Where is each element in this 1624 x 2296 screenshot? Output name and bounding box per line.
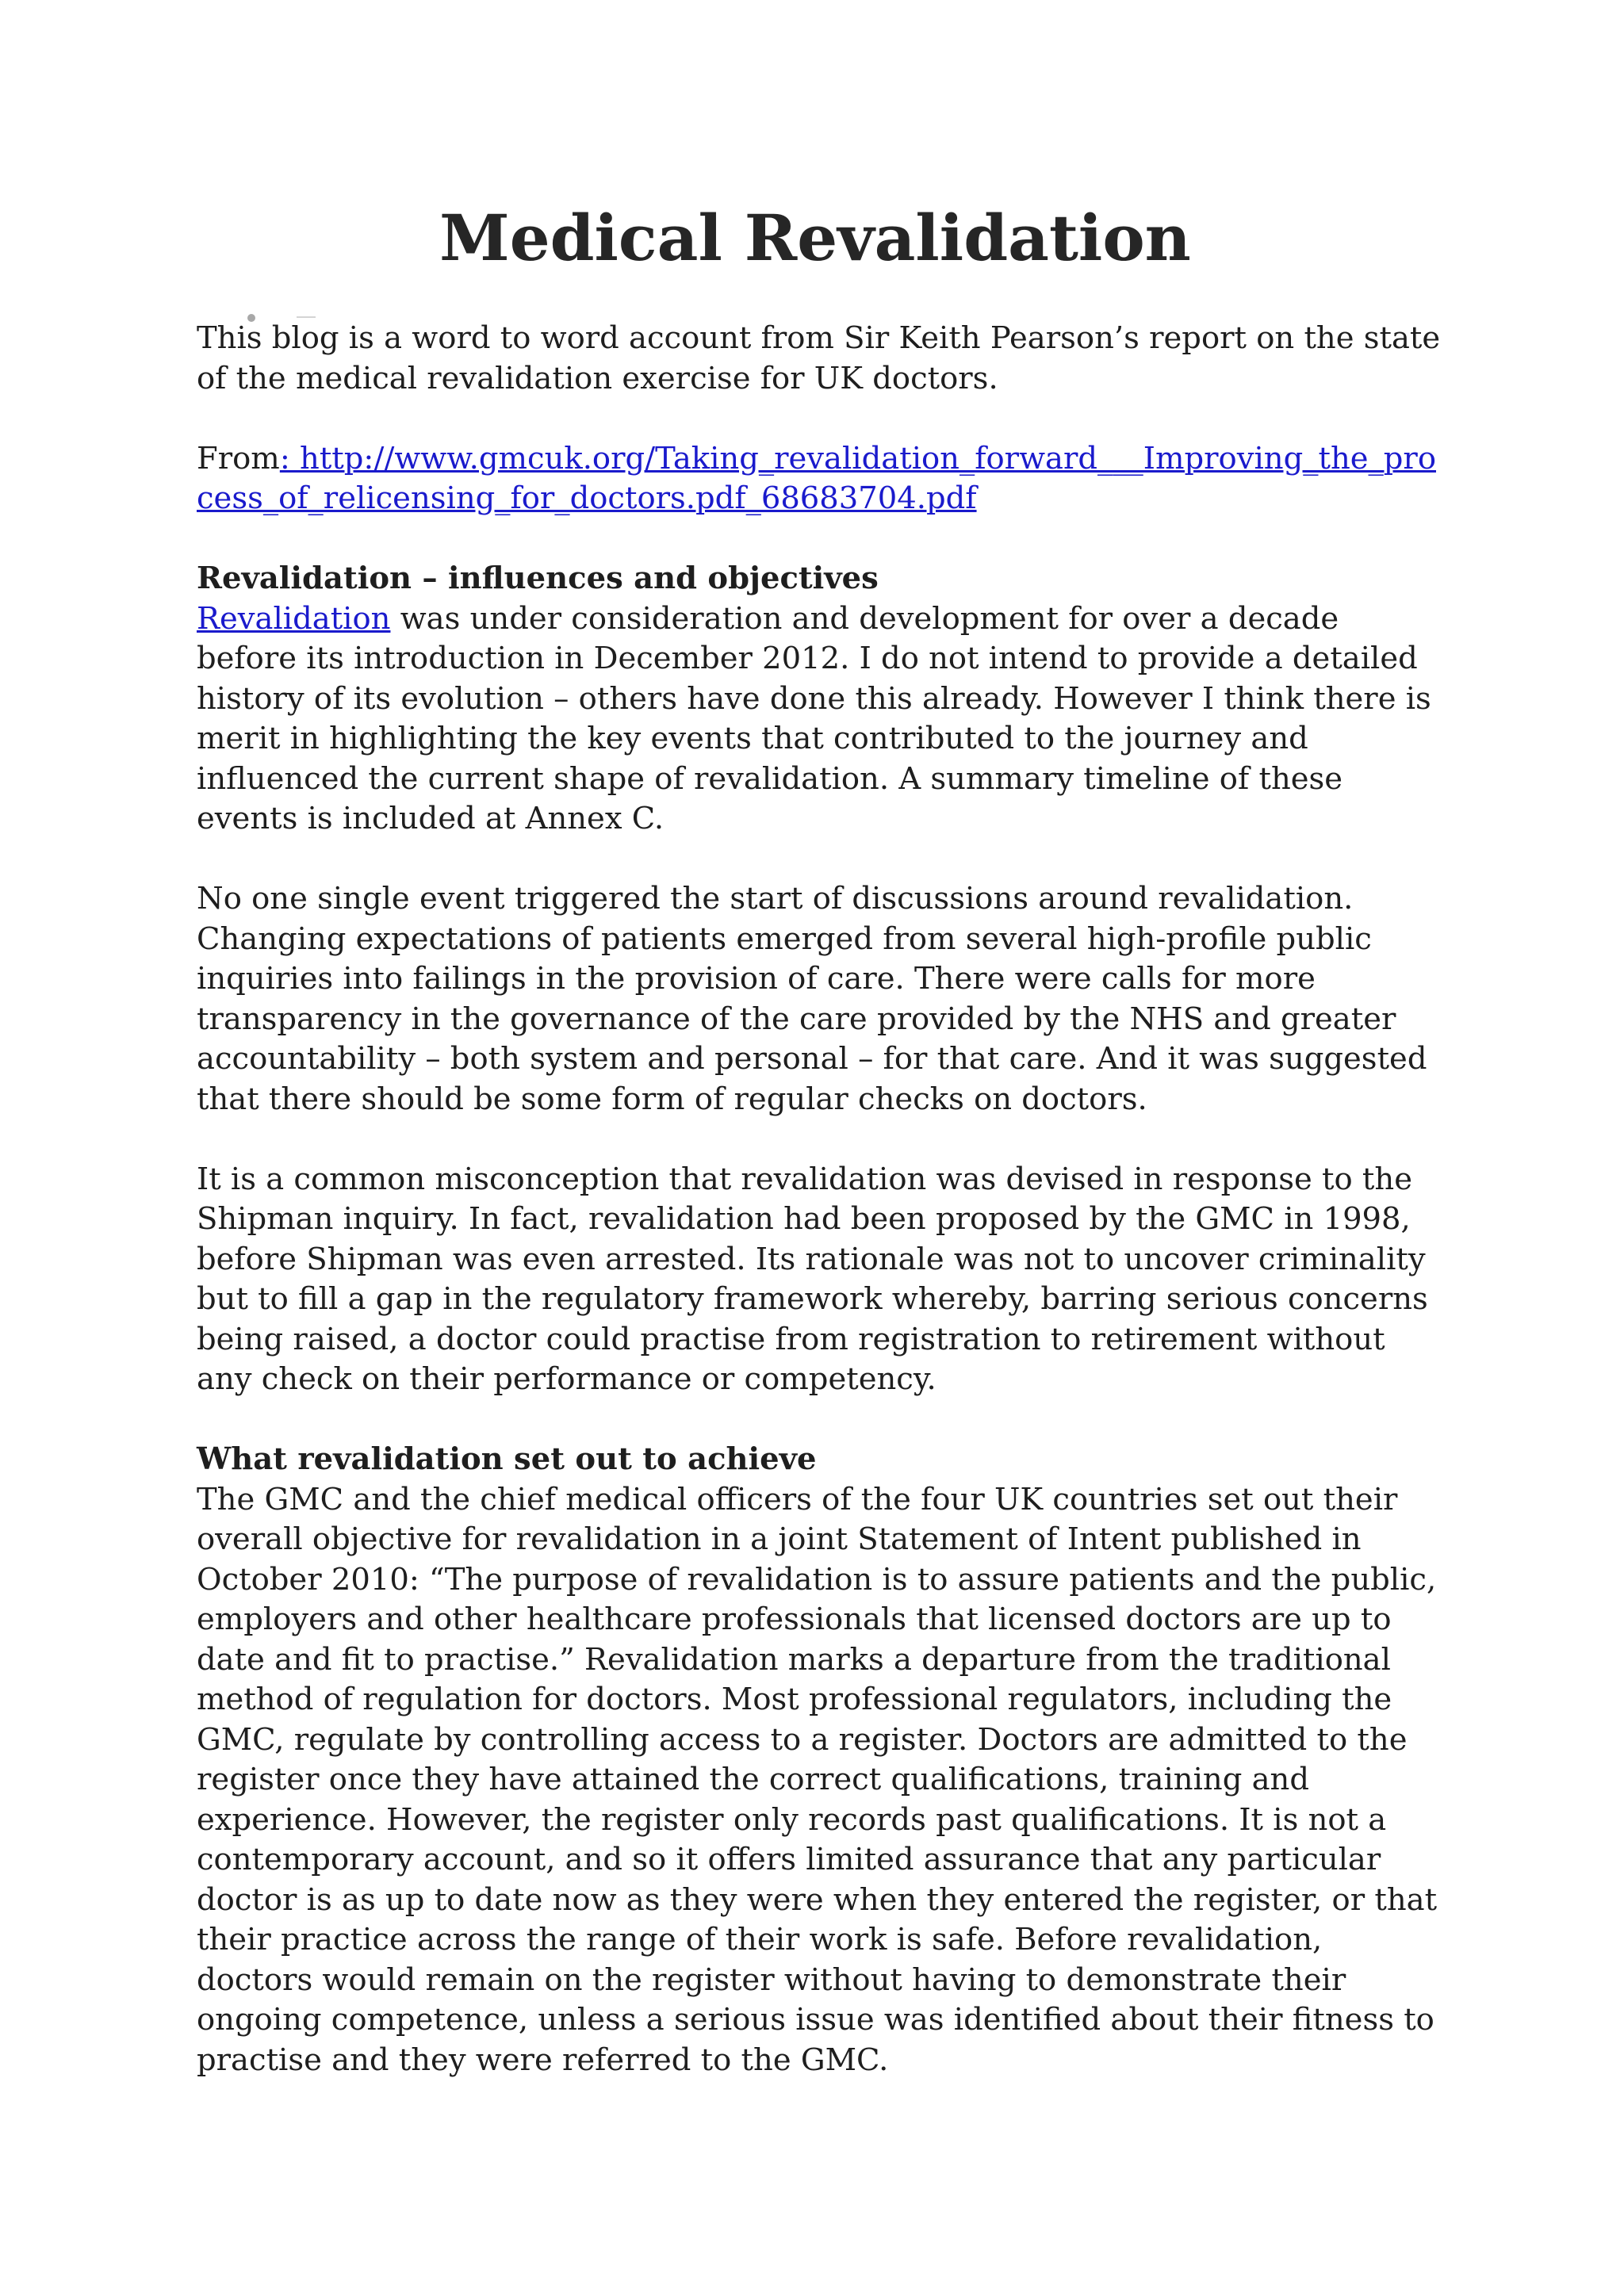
section1-paragraph-1 bbox=[197, 599, 1442, 840]
section1-paragraph-1-text: was under consideration and development for over a decade before its introduction in December 2012. I do not intend to provide a detailed history of its evolution – others have done this already. However I think there is merit in highlighting the key events that contributed to the journey and influenced the current shape of revalidation. A summary timeline of these events is included at Annex C. bbox=[197, 600, 1431, 836]
section2-paragraph-1: The GMC and the chief medical officers of the four UK countries set out their overall objective for revalidation in a joint Statement of Intent published in October 2010: “The purpose of revalidation is to assure patients and the public, employers and other healthcare professionals that licensed doctors are up to date and fit to practise.” Revalidation marks a departure from the traditional method of regulation for doctors. Most professional regulators, including the GMC, regulate by controlling access to a register. Doctors are admitted to the register once they have attained the correct qualifications, training and experience. However, the register only records past qualifications. It is not a contemporary account, and so it offers limited assurance that any particular doctor is as up to date now as they were when they entered the register, or that their practice across the range of their work is safe. Before revalidation, doctors would remain on the register without having to demonstrate their ongoing competence, unless a serious issue was identified about their fitness to practise and they were referred to the GMC. bbox=[197, 1481, 1438, 2078]
paragraph-gap bbox=[197, 1400, 1442, 1441]
section-heading-influences: Revalidation – influences and objectives bbox=[197, 561, 879, 596]
intro-paragraph: This blog is a word to word account from Sir Keith Pearson’s report on the state of the medical revalidation exercise for UK doctors. bbox=[197, 320, 1441, 396]
page-title: Medical Revalidation bbox=[439, 201, 1191, 275]
dash-marker-icon bbox=[297, 316, 316, 318]
paragraph-gap bbox=[197, 519, 1442, 560]
document-body bbox=[197, 319, 1442, 2080]
revalidation-link[interactable]: Revalidation bbox=[197, 600, 391, 637]
section1-paragraph-2: No one single event triggered the start of discussions around revalidation. Changing expectations of patients emerged from several high-profile public inquiries into failings in the provision of care. There were calls for more transparency in the governance of the care provided by the NHS and greater accountability – both system and personal – for that care. And it was suggested that there should be some form of regular checks on doctors. bbox=[197, 881, 1427, 1117]
section1-paragraph-3: It is a common misconception that revalidation was devised in response to the Shipman inquiry. In fact, revalidation had been proposed by the GMC in 1998, before Shipman was even arrested. Its rationale was not to uncover criminality but to fill a gap in the regulatory framework whereby, barring serious concerns being raised, a doctor could practise from registration to retirement without any check on their performance or competency. bbox=[197, 1161, 1428, 1397]
section-heading-achieve: What revalidation set out to achieve bbox=[197, 1441, 817, 1477]
source-paragraph bbox=[197, 439, 1442, 519]
source-prefix: From bbox=[197, 440, 280, 476]
paragraph-gap bbox=[197, 1119, 1442, 1160]
source-url-link[interactable]: : http://www.gmcuk.org/Taking_revalidation_forward___Improving_the_process_of_relicensing_for_doctors.pdf_68683704.pdf bbox=[197, 440, 1436, 516]
paragraph-gap bbox=[197, 399, 1442, 439]
paragraph-gap bbox=[197, 840, 1442, 880]
